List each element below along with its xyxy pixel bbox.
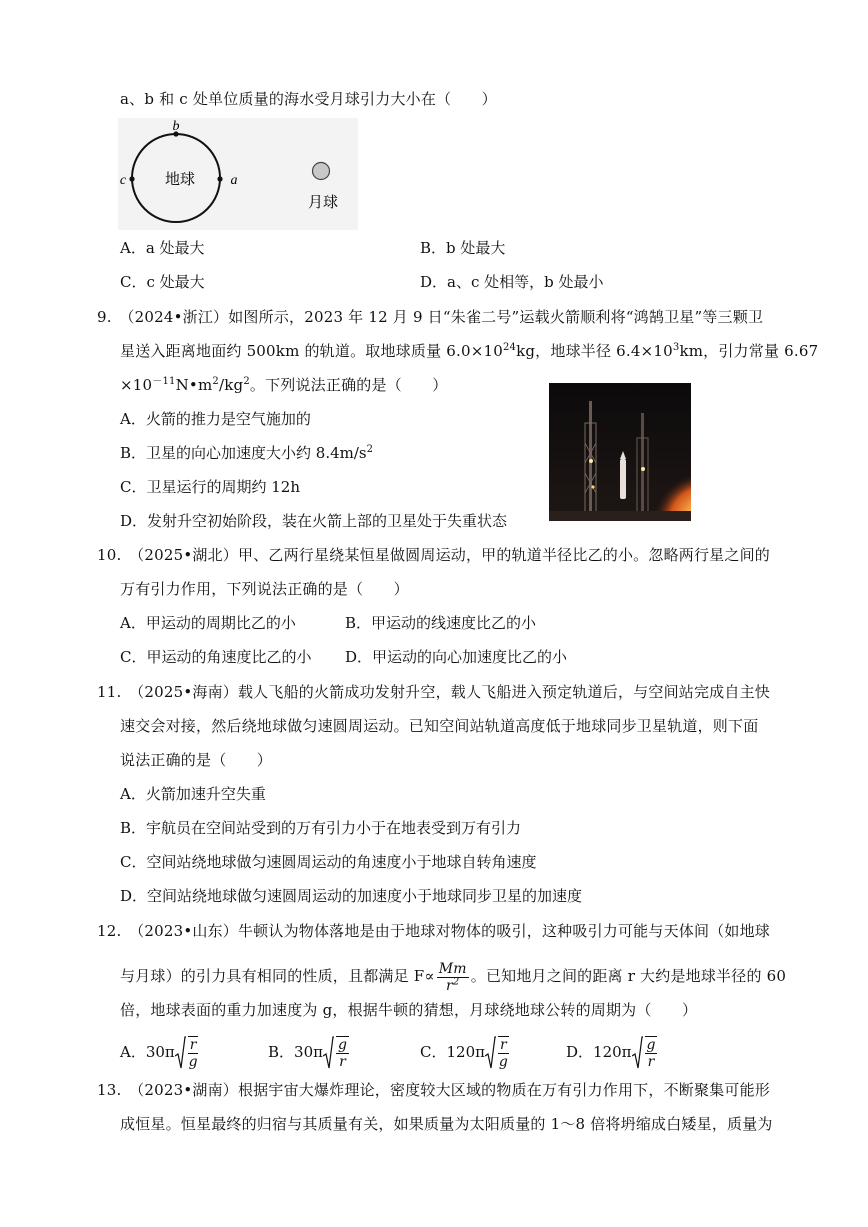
fraction-mm-over-r2: $\frac{Mm}{r^2}$ xyxy=(438,960,467,994)
label-b: b xyxy=(172,119,180,134)
q12-line-2: 与月球）的引力具有相同的性质，且都满足 F∝ $\frac{Mm}{r^2}$ 。已知地月之间的距离 r 大约是地球半径的 60 xyxy=(120,960,787,994)
rocket-launch-photo xyxy=(549,383,691,521)
q12-option-b[interactable]: B．30π $\frac{g}{r}$ xyxy=(268,1032,351,1072)
q9-option-c[interactable]: C．卫星运行的周期约 12h xyxy=(120,478,300,496)
q9-option-d[interactable]: D．发射升空初始阶段，装在火箭上部的卫星处于失重状态 xyxy=(120,512,508,530)
q11-option-a[interactable]: A．火箭加速升空失重 xyxy=(120,785,266,803)
sqrt-icon: $\frac{r}{g}$ xyxy=(175,1036,201,1070)
q13-line-2: 成恒星。恒星最终的归宿与其质量有关，如果质量为太阳质量的 1～8 倍将坍缩成白矮星，质量为 xyxy=(120,1115,773,1133)
sqrt-icon: $\frac{g}{r}$ xyxy=(632,1036,660,1070)
q11-line-2: 速交会对接，然后绕地球做匀速圆周运动。已知空间站轨道高度低于地球同步卫星轨道，则下面 xyxy=(120,717,759,735)
label-a: a xyxy=(230,173,238,188)
label-earth: 地球 xyxy=(164,170,196,188)
q10-option-d[interactable]: D．甲运动的向心加速度比乙的小 xyxy=(345,648,568,666)
q12-line-3: 倍，地球表面的重力加速度为 g，根据牛顿的猜想，月球绕地球公转的周期为（ ） xyxy=(120,1001,698,1019)
q10-option-a[interactable]: A．甲运动的周期比乙的小 xyxy=(120,614,296,632)
q12-option-c[interactable]: C．120π $\frac{r}{g}$ xyxy=(420,1032,511,1072)
label-moon: 月球 xyxy=(307,193,339,211)
moon-circle xyxy=(313,163,330,180)
q8-stem: a、b 和 c 处单位质量的海水受月球引力大小在（ ） xyxy=(120,90,497,108)
q12-option-d[interactable]: D．120π $\frac{g}{r}$ xyxy=(566,1032,659,1072)
q9-line-2: 星送入距离地面约 500km 的轨道。取地球质量 $6.0\times 10^{24}kg$，地球半径 $6.4\times 10^3km$，引力常量 6.67 xyxy=(120,342,819,360)
q13-line-1: 13. （2023•湖南）根据宇宙大爆炸理论，密度较大区域的物质在万有引力作用下，不断聚集可能形 xyxy=(97,1081,770,1099)
q11-line-1: 11. （2025•海南）载人飞船的火箭成功发射升空，载人飞船进入预定轨道后，与空间站完成自主快 xyxy=(97,683,770,701)
q10-line-2: 万有引力作用，下列说法正确的是（ ） xyxy=(120,580,409,598)
earth-moon-diagram xyxy=(118,118,358,230)
q9-option-a[interactable]: A．火箭的推力是空气施加的 xyxy=(120,410,311,428)
q12-line-1: 12. （2023•山东）牛顿认为物体落地是由于地球对物体的吸引，这种吸引力可能与天体间（如地球 xyxy=(97,922,770,940)
q11-option-c[interactable]: C．空间站绕地球做匀速圆周运动的角速度小于地球自转角速度 xyxy=(120,853,537,871)
q10-option-c[interactable]: C．甲运动的角速度比乙的小 xyxy=(120,648,312,666)
q11-option-b[interactable]: B．宇航员在空间站受到的万有引力小于在地表受到万有引力 xyxy=(120,819,522,837)
q8-option-d[interactable]: D．a、c 处相等，b 处最小 xyxy=(420,273,604,291)
q8-option-a[interactable]: A．a 处最大 xyxy=(120,239,205,257)
sqrt-icon: $\frac{g}{r}$ xyxy=(323,1036,351,1070)
label-c: c xyxy=(119,173,127,188)
q12-option-a[interactable]: A．30π $\frac{r}{g}$ xyxy=(120,1032,200,1072)
q11-option-d[interactable]: D．空间站绕地球做匀速圆周运动的加速度小于地球同步卫星的加速度 xyxy=(120,887,583,905)
sqrt-icon: $\frac{r}{g}$ xyxy=(485,1036,511,1070)
point-c xyxy=(129,176,134,181)
q9-option-b[interactable]: B．卫星的向心加速度大小约 $8.4m/s^2$ xyxy=(120,444,373,462)
point-a xyxy=(217,176,222,181)
q11-line-3: 说法正确的是（ ） xyxy=(120,751,273,769)
q9-line-1: 9. （2024•浙江）如图所示，2023 年 12 月 9 日“朱雀二号”运载火箭顺利将“鸿鹄卫星”等三颗卫 xyxy=(97,308,764,326)
q10-option-b[interactable]: B．甲运动的线速度比乙的小 xyxy=(345,614,537,632)
q9-line-3: $\times 10^{-11}N•m^2/kg^2$。下列说法正确的是（ ） xyxy=(120,376,448,394)
q8-option-b[interactable]: B．b 处最大 xyxy=(420,239,506,257)
q10-line-1: 10. （2025•湖北）甲、乙两行星绕某恒星做圆周运动，甲的轨道半径比乙的小。忽略两行星之间的 xyxy=(97,546,770,564)
q8-option-c[interactable]: C．c 处最大 xyxy=(120,273,205,291)
